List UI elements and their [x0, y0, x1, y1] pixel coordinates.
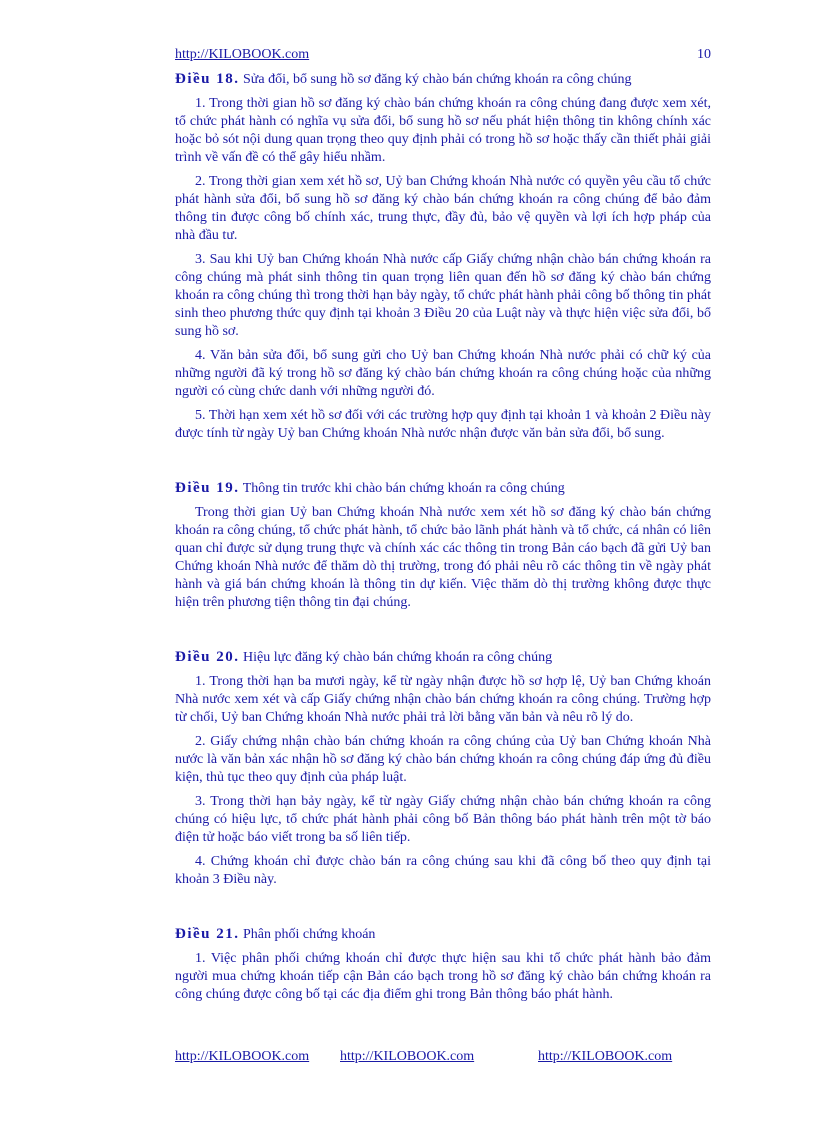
article-paragraph: 1. Trong thời gian hồ sơ đăng ký chào bán chứng khoán ra công chúng đang được xem xét, tổ chức phát hành có nghĩa vụ sửa đổi, bổ sung hồ sơ nếu phát hiện thông tin không chính xác hoặc bỏ sót nội dung quan trọng theo quy định phải có trong hồ sơ hoặc thấy cần thiết phải giải trình về vấn đề có thể gây hiểu nhầm.	[175, 96, 711, 165]
page-number: 10	[697, 47, 711, 62]
article-paragraph: 3. Sau khi Uỷ ban Chứng khoán Nhà nước cấp Giấy chứng nhận chào bán chứng khoán ra công chúng mà phát sinh thông tin quan trọng liên quan đến hồ sơ đăng ký chào bán chứng khoán ra công chúng thì trong thời hạn bảy ngày, tổ chức phát hành phải công bố thông tin phát sinh theo phương thức quy định tại khoản 3 Điều 20 của Luật này và thực hiện việc sửa đổi, bổ sung hồ sơ.	[175, 252, 711, 339]
article-heading	[175, 925, 711, 944]
article-paragraph: 3. Trong thời hạn bảy ngày, kể từ ngày Giấy chứng nhận chào bán chứng khoán ra công chúng có hiệu lực, tổ chức phát hành phải công bố Bản thông báo phát hành trên một tờ báo điện tử hoặc báo viết trong ba số liên tiếp.	[175, 794, 711, 845]
article-paragraph: 4. Văn bản sửa đổi, bổ sung gửi cho Uỷ ban Chứng khoán Nhà nước phải có chữ ký của những người đã ký trong hồ sơ đăng ký chào bán chứng khoán ra công chúng hoặc của những người có cùng chức danh với những người đó.	[175, 348, 711, 399]
spacer	[175, 618, 711, 648]
article-paragraph: Trong thời gian Uỷ ban Chứng khoán Nhà nước xem xét hồ sơ đăng ký chào bán chứng khoán ra công chúng, tổ chức phát hành, tổ chức bảo lãnh phát hành và tổ chức, cá nhân có liên quan chỉ được sử dụng trung thực và chính xác các thông tin trong Bản cáo bạch đã gửi Uỷ ban Chứng khoán Nhà nước để thăm dò thị trường, trong đó phải nêu rõ các thông tin về ngày phát hành và giá bán chứng khoán là thông tin dự kiến. Việc thăm dò thị trường không được thực hiện trên phương tiện thông tin đại chúng.	[175, 505, 711, 610]
document-page	[175, 46, 711, 1010]
footer-link[interactable]: http://KILOBOOK.com	[538, 1049, 673, 1064]
article-number: Điều 19.	[175, 480, 240, 496]
article-paragraph: 2. Trong thời gian xem xét hồ sơ, Uỷ ban Chứng khoán Nhà nước có quyền yêu cầu tổ chức phát hành sửa đổi, bổ sung hồ sơ đăng ký chào bán chứng khoán ra công chúng để bảo đảm thông tin được công bố chính xác, trung thực, đầy đủ, bảo vệ quyền và lợi ích hợp pháp của nhà đầu tư.	[175, 174, 711, 243]
article-title: Hiệu lực đăng ký chào bán chứng khoán ra công chúng	[243, 650, 553, 665]
page-header	[175, 46, 711, 64]
article-paragraph: 4. Chứng khoán chỉ được chào bán ra công chúng sau khi đã công bố theo quy định tại khoản 3 Điều này.	[175, 854, 711, 887]
article-paragraph: 1. Trong thời hạn ba mươi ngày, kể từ ngày nhận được hồ sơ hợp lệ, Uỷ ban Chứng khoán Nhà nước xem xét và cấp Giấy chứng nhận chào bán chứng khoán ra công chúng. Trường hợp từ chối, Uỷ ban Chứng khoán Nhà nước phải trả lời bằng văn bản và nêu rõ lý do.	[175, 674, 711, 725]
article-19	[175, 479, 711, 612]
article-21	[175, 925, 711, 1004]
article-paragraph: 2. Giấy chứng nhận chào bán chứng khoán ra công chúng của Uỷ ban Chứng khoán Nhà nước là văn bản xác nhận hồ sơ đăng ký chào bán chứng khoán ra công chúng đáp ứng đủ điều kiện, thủ tục theo quy định của pháp luật.	[175, 734, 711, 785]
article-number: Điều 21.	[175, 926, 240, 942]
article-heading	[175, 70, 711, 89]
article-title: Phân phối chứng khoán	[243, 927, 376, 942]
footer-link[interactable]: http://KILOBOOK.com	[175, 1049, 310, 1064]
article-heading	[175, 479, 711, 498]
footer-link[interactable]: http://KILOBOOK.com	[340, 1049, 475, 1064]
article-18	[175, 70, 711, 443]
article-paragraph: 5. Thời hạn xem xét hồ sơ đối với các trường hợp quy định tại khoản 1 và khoản 2 Điều này được tính từ ngày Uỷ ban Chứng khoán Nhà nước nhận được văn bản sửa đổi, bổ sung.	[175, 408, 711, 441]
header-link[interactable]: http://KILOBOOK.com	[175, 47, 310, 62]
article-paragraph: 1. Việc phân phối chứng khoán chỉ được thực hiện sau khi tổ chức phát hành bảo đảm người mua chứng khoán tiếp cận Bản cáo bạch trong hồ sơ đăng ký chào bán chứng khoán ra công chúng được công bố tại các địa điểm ghi trong Bản thông báo phát hành.	[175, 951, 711, 1002]
article-20	[175, 648, 711, 889]
spacer	[175, 895, 711, 925]
article-number: Điều 20.	[175, 649, 240, 665]
article-number: Điều 18.	[175, 71, 240, 87]
article-heading	[175, 648, 711, 667]
spacer	[175, 449, 711, 479]
article-title: Thông tin trước khi chào bán chứng khoán ra công chúng	[242, 481, 565, 496]
article-title: Sửa đổi, bổ sung hồ sơ đăng ký chào bán chứng khoán ra công chúng	[243, 72, 632, 87]
